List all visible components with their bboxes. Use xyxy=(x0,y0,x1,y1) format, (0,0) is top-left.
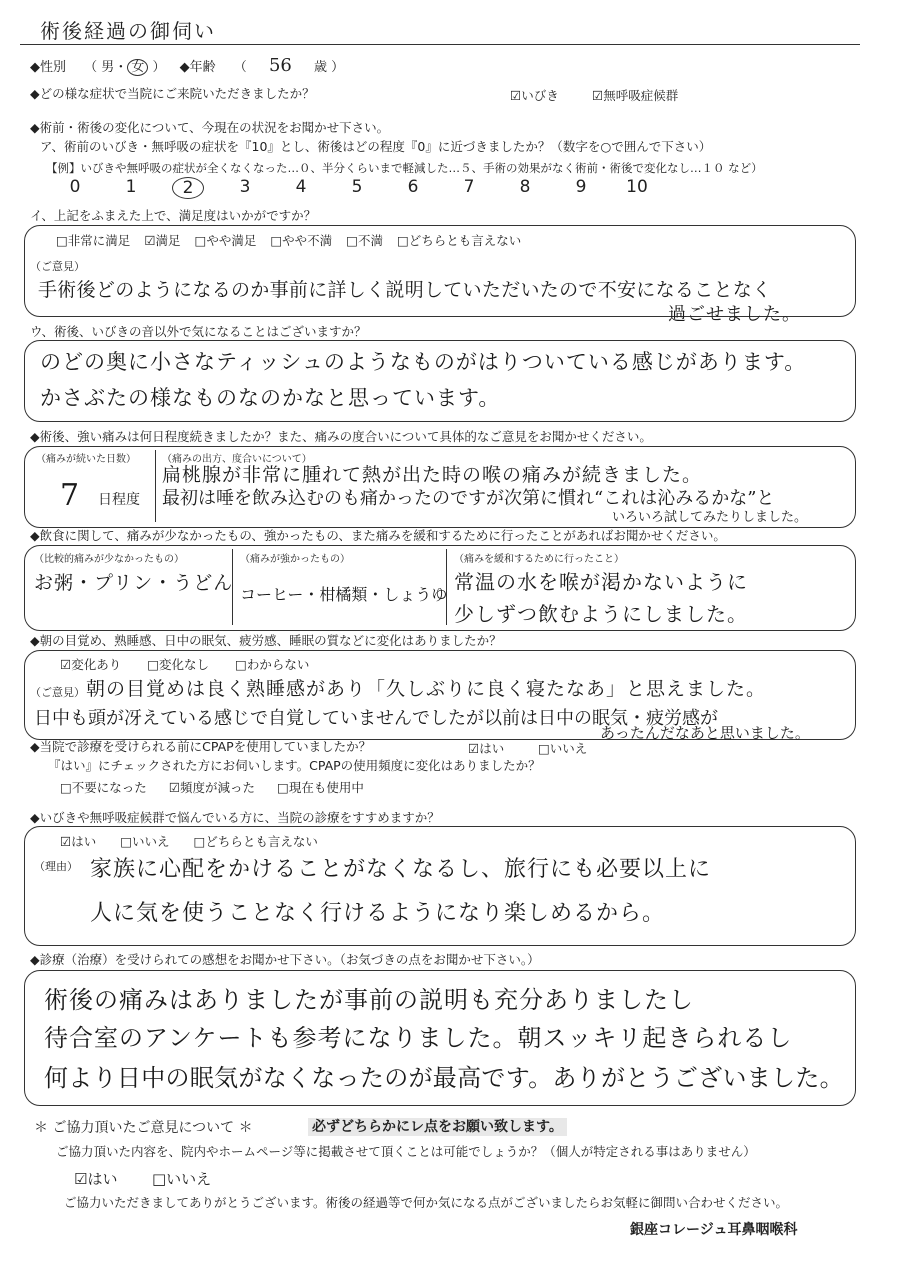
cpap-question: ◆当院で診療を受けられる前にCPAPを使用していましたか？ xyxy=(30,739,372,754)
food-relief-label: （痛みを緩和するために行ったこと） xyxy=(454,554,624,565)
profile-row xyxy=(30,55,345,76)
pain-days-unit: 日程度 xyxy=(98,492,140,508)
morning-no-change[interactable]: □変化なし xyxy=(147,657,210,672)
sex-close: ） xyxy=(152,60,166,75)
cpap-yes-checkbox[interactable]: ☑はい xyxy=(468,741,505,756)
sex-male[interactable]: 男 xyxy=(101,60,115,75)
satisfaction-neither[interactable]: □どちらとも言えない xyxy=(396,233,522,248)
morning-options xyxy=(60,655,309,673)
recommend-question: ◆いびきや無呼吸症候群で悩んでいる方に、当院の診療をすすめますか？ xyxy=(30,810,440,825)
other-handwriting-2: かさぶたの様なものなのかなと思っています。 xyxy=(40,386,501,410)
food-strong-label: （痛みが強かったもの） xyxy=(240,554,350,565)
pain-days-value[interactable]: 7 xyxy=(60,478,81,513)
clinic-name: 銀座コレージュ耳鼻咽喉科 xyxy=(630,1222,798,1238)
impression-question: ◆診療（治療）を受けられての感想をお聞かせ下さい。（お気づきの点をお聞かせ下さい。） xyxy=(30,952,540,967)
scale-3[interactable]: 3 xyxy=(239,177,251,197)
satisfaction-options xyxy=(56,231,521,249)
title-underline xyxy=(20,44,860,45)
morning-handwriting-1: 朝の目覚めは良く熟睡感があり「久しぶりに良く寝たなあ」と思えました。 xyxy=(86,678,767,700)
pain-detail-label: （痛みの出方、度合いについて） xyxy=(162,454,312,465)
cpap-subquestion: 『はい』にチェックされた方にお伺いします。CPAPの使用頻度に変化はありましたか？ xyxy=(48,758,541,773)
scale-0[interactable]: 0 xyxy=(69,177,81,197)
recommend-neither[interactable]: □どちらとも言えない xyxy=(193,834,318,849)
food-strong-handwriting: コーヒー・柑橘類・しょうゆ xyxy=(240,585,448,604)
scale-6[interactable]: 6 xyxy=(407,177,419,197)
recommend-reason-label: （理由） xyxy=(34,860,78,873)
page-title: 術後経過の御伺い xyxy=(40,19,216,43)
symptom-snoring-checkbox[interactable]: ☑いびき xyxy=(510,88,559,103)
morning-unknown[interactable]: □わからない xyxy=(235,657,310,672)
impression-handwriting-1: 術後の痛みはありましたが事前の説明も充分ありましたし xyxy=(44,986,694,1014)
scale-10[interactable]: 10 xyxy=(626,177,648,197)
cpap-sub-options xyxy=(60,778,364,796)
satisfaction-satisfied[interactable]: ☑満足 xyxy=(144,233,181,248)
age-unit: 歳 xyxy=(313,60,327,75)
pain-divider xyxy=(155,450,156,522)
cpap-no-checkbox[interactable]: □いいえ xyxy=(538,741,588,756)
recommend-handwriting-1: 家族に心配をかけることがなくなるし、旅行にも必要以上に xyxy=(90,857,712,882)
other-question: ウ、術後、いびきの音以外で気になることはございますか？ xyxy=(30,324,367,339)
change-example: 【例】いびきや無呼吸の症状が全くなくなった…０、半分くらいまで軽減した…５、手術の効果がなく術前・術後で変化なし…１０ など） xyxy=(46,161,763,175)
morning-changed[interactable]: ☑変化あり xyxy=(60,657,122,672)
food-less-handwriting: お粥・プリン・うどん xyxy=(34,572,234,594)
scale-1[interactable]: 1 xyxy=(125,177,137,197)
consent-notice: 必ずどちらかにレ点をお願い致します。 xyxy=(308,1118,567,1136)
pain-handwriting-1: 扁桃腺が非常に腫れて熱が出た時の喉の痛みが続きました。 xyxy=(162,464,703,486)
impression-handwriting-3: 何より日中の眠気がなくなったのが最高です。ありがとうございました。 xyxy=(44,1064,844,1092)
scale-2-circled[interactable]: 2 xyxy=(172,177,204,199)
change-subquestion: ア、術前のいびき・無呼吸の症状を『10』とし、術後はどの程度『0』に近づきましたか？（数字を○で囲んで下さい） xyxy=(40,139,712,154)
satisfaction-dissatisfied[interactable]: □不満 xyxy=(346,233,383,248)
pain-handwriting-3: いろいろ試してみたりしました。 xyxy=(612,510,808,525)
consent-question: ご協力頂いた内容を、院内やホームページ等に掲載させて頂くことは可能でしょうか？（個人が特定される事はありません） xyxy=(56,1144,756,1159)
pain-question: ◆術後、強い痛みは何日程度続きましたか？また、痛みの度合いについて具体的なご意見をお聞かせください。 xyxy=(30,429,652,444)
morning-handwriting-2: 日中も頭が冴えている感じで自覚していませんでしたが以前は日中の眠気・疲労感が xyxy=(34,708,718,729)
age-close: ） xyxy=(331,60,345,75)
cpap-not-needed[interactable]: □不要になった xyxy=(60,780,147,795)
footer-thanks: ご協力いただきましてありがとうございます。術後の経過等で何か気になる点がございましたらお気軽に御問い合わせください。 xyxy=(64,1195,789,1210)
recommend-yes[interactable]: ☑はい xyxy=(60,834,97,849)
consent-no-checkbox[interactable]: □いいえ xyxy=(152,1170,212,1188)
age-label: ◆年齢 xyxy=(179,60,216,75)
satisfaction-somewhat-dissatisfied[interactable]: □やや不満 xyxy=(270,233,333,248)
satisfaction-somewhat-satisfied[interactable]: □やや満足 xyxy=(194,233,257,248)
sex-open: （ xyxy=(84,60,98,75)
pain-days-label: （痛みが続いた日数） xyxy=(36,454,136,465)
food-question: ◆飲食に関して、痛みが少なかったもの、強かったもの、また痛みを緩和するために行ったことがあればお聞かせください。 xyxy=(30,528,726,543)
recommend-no[interactable]: □いいえ xyxy=(120,834,170,849)
morning-question: ◆朝の目覚め、熟睡感、日中の眠気、疲労感、睡眠の質などに変化はありましたか？ xyxy=(30,633,502,648)
scale-7[interactable]: 7 xyxy=(463,177,475,197)
other-handwriting-1: のどの奥に小さなティッシュのようなものがはりついている感じがあります。 xyxy=(40,350,807,374)
recommend-options xyxy=(60,832,318,850)
scale-4[interactable]: 4 xyxy=(295,177,307,197)
cpap-reduced[interactable]: ☑頻度が減った xyxy=(168,780,256,795)
food-relief-handwriting-2: 少しずつ飲むようにしました。 xyxy=(454,602,748,626)
symptom-apnea-checkbox[interactable]: ☑無呼吸症候群 xyxy=(592,88,679,103)
change-question: ◆術前・術後の変化について、今現在の状況をお聞かせ下さい。 xyxy=(30,120,390,135)
morning-opinion-label: （ご意見） xyxy=(30,686,85,699)
change-scale xyxy=(60,177,652,199)
symptoms-question: ◆どの様な症状で当院にご来院いただきましたか？ xyxy=(30,86,315,101)
satisfaction-handwriting-2: 過ごせました。 xyxy=(668,304,801,325)
satisfaction-handwriting-1: 手術後どのようになるのか事前に詳しく説明していただいたので不安になることなく xyxy=(38,279,772,301)
consent-yes-checkbox[interactable]: ☑はい xyxy=(74,1170,118,1188)
consent-heading: ＊ ご協力頂いたご意見について ＊ xyxy=(34,1120,253,1136)
cpap-still-using[interactable]: □現在も使用中 xyxy=(277,780,364,795)
sex-female[interactable]: 女 xyxy=(127,59,148,76)
satisfaction-opinion-label: （ご意見） xyxy=(30,260,85,273)
scale-5[interactable]: 5 xyxy=(351,177,363,197)
pain-handwriting-2: 最初は唾を飲み込むのも痛かったのですが次第に慣れ“これは沁みるかな”と xyxy=(162,488,775,509)
recommend-handwriting-2: 人に気を使うことなく行けるようになり楽しめるから。 xyxy=(90,901,666,926)
food-less-label: （比較的痛みが少なかったもの） xyxy=(34,554,184,565)
sex-dot: ・ xyxy=(114,60,128,75)
morning-handwriting-3: あったんだなあと思いました。 xyxy=(600,724,810,742)
satisfaction-question: イ、上記をふまえた上で、満足度はいかがですか？ xyxy=(30,208,317,223)
food-relief-handwriting-1: 常温の水を喉が渇かないように xyxy=(454,570,748,594)
age-value[interactable]: 56 xyxy=(268,55,292,76)
scale-8[interactable]: 8 xyxy=(519,177,531,197)
scale-9[interactable]: 9 xyxy=(575,177,587,197)
age-open: （ xyxy=(233,60,247,75)
satisfaction-very-satisfied[interactable]: □非常に満足 xyxy=(56,233,131,248)
impression-handwriting-2: 待合室のアンケートも参考になりました。朝スッキリ起きられるし xyxy=(44,1024,793,1052)
sex-label: ◆性別 xyxy=(30,60,66,75)
